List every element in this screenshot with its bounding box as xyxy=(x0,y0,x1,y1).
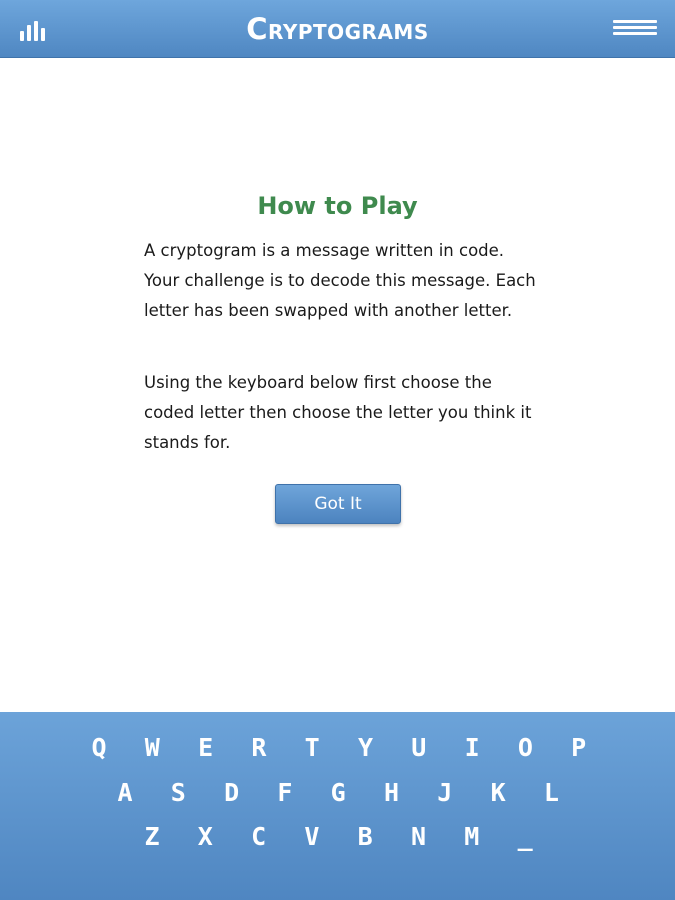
key-a[interactable]: A xyxy=(117,778,133,807)
key-x[interactable]: X xyxy=(197,822,213,851)
instructions-paragraph-1: A cryptogram is a message written in code. Your challenge is to decode this message. Each letter has been swapped with another letter. xyxy=(144,241,536,320)
key-u[interactable]: U xyxy=(411,733,427,762)
key-h[interactable]: H xyxy=(383,778,400,807)
key-e[interactable]: E xyxy=(198,733,214,762)
key-z[interactable]: Z xyxy=(144,822,160,851)
key-c[interactable]: C xyxy=(251,822,267,851)
key-blank[interactable]: _ xyxy=(517,822,533,851)
key-l[interactable]: L xyxy=(543,778,559,807)
key-g[interactable]: G xyxy=(330,778,346,807)
app-title: Cryptograms xyxy=(246,12,429,46)
key-k[interactable]: K xyxy=(490,778,506,807)
key-m[interactable]: M xyxy=(464,822,480,851)
key-s[interactable]: S xyxy=(170,778,186,807)
key-b[interactable]: B xyxy=(357,822,373,851)
key-i[interactable]: I xyxy=(464,733,480,762)
key-f[interactable]: F xyxy=(277,778,293,807)
instructions-paragraph-2: Using the keyboard below first choose the coded letter then choose the letter you think it stands for. xyxy=(144,373,532,452)
key-n[interactable]: N xyxy=(410,822,427,851)
key-j[interactable]: J xyxy=(437,778,453,807)
key-y[interactable]: Y xyxy=(357,733,374,762)
key-d[interactable]: D xyxy=(224,778,240,807)
key-o[interactable]: O xyxy=(517,733,533,762)
key-r[interactable]: R xyxy=(251,733,267,762)
got-it-button[interactable]: Got It xyxy=(275,484,401,524)
how-to-play-title: How to Play xyxy=(257,192,418,220)
key-v[interactable]: V xyxy=(304,822,320,851)
key-t[interactable]: T xyxy=(304,733,320,762)
key-q[interactable]: Q xyxy=(91,733,107,762)
stats-icon[interactable] xyxy=(20,19,46,41)
app-header xyxy=(0,0,675,58)
menu-icon[interactable] xyxy=(613,20,657,40)
letter-keyboard xyxy=(0,712,675,900)
key-p[interactable]: P xyxy=(571,733,587,762)
key-w[interactable]: W xyxy=(144,733,160,762)
